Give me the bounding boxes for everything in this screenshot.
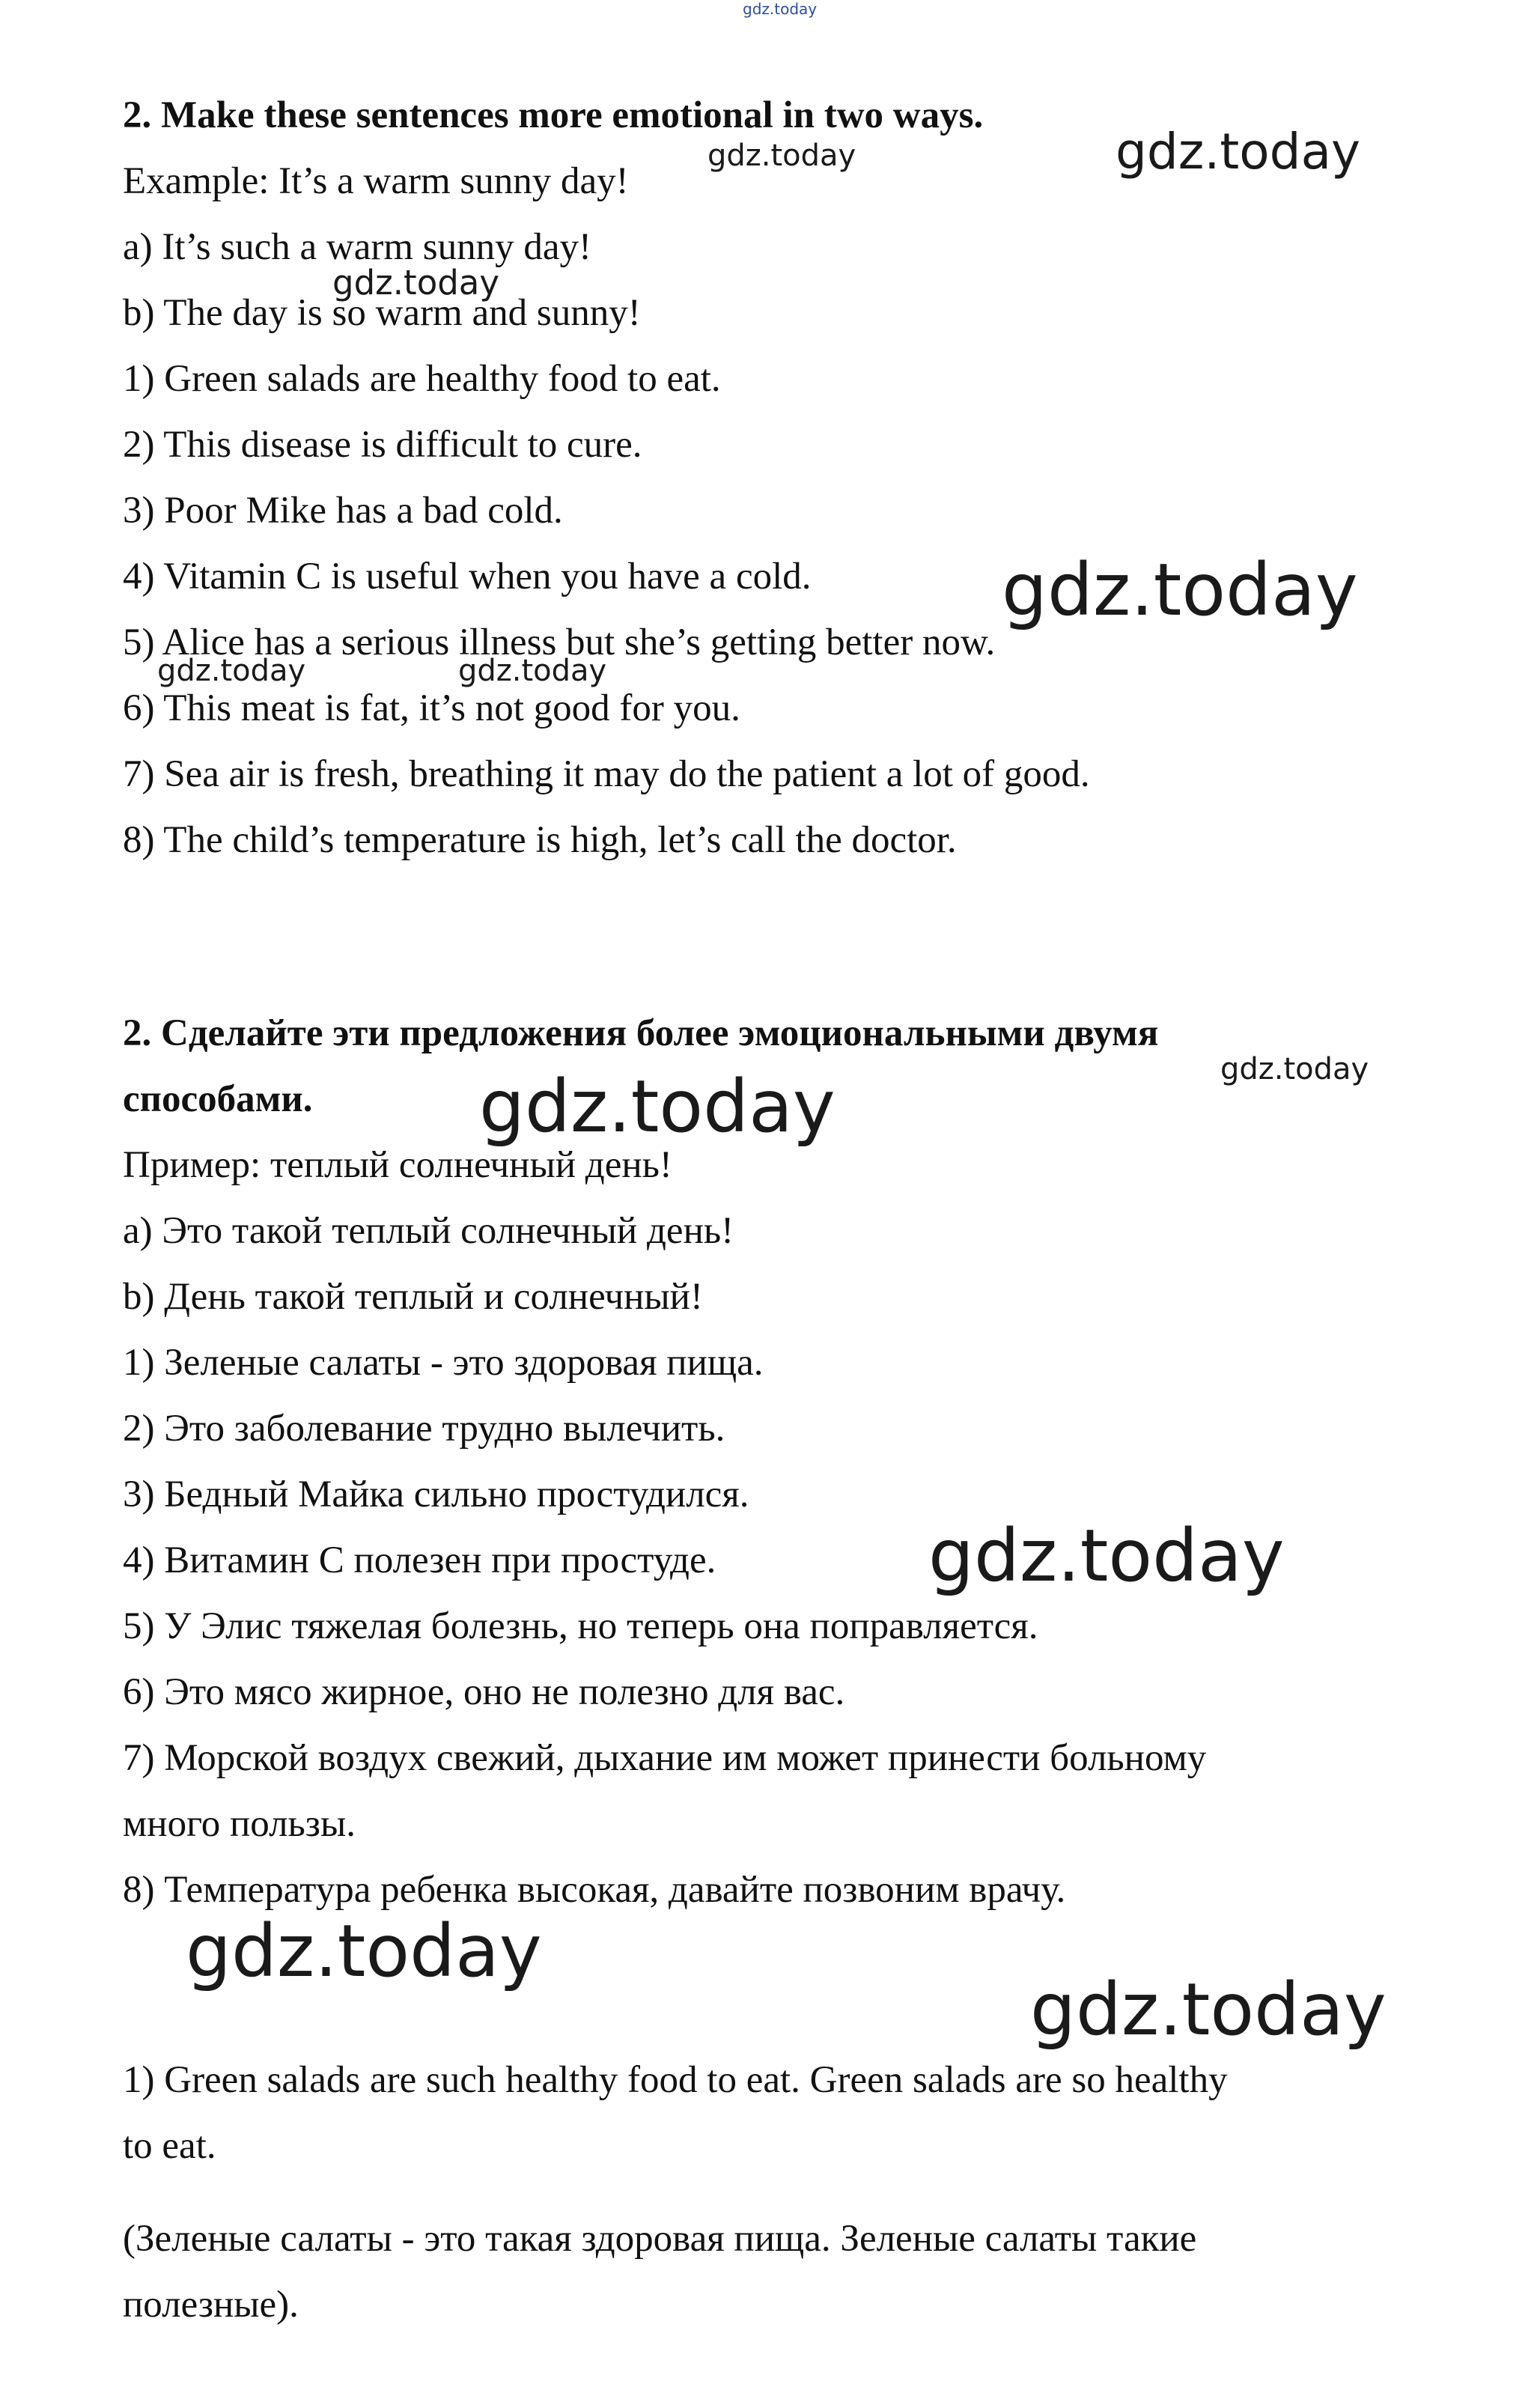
item-en-7: 7) Sea air is fresh, breathing it may do the patient a lot of good. [123,753,1090,795]
item-en-3: 3) Poor Mike has a bad cold. [123,490,563,532]
item-en-2: 2) This disease is difficult to cure. [123,424,642,466]
answer-translation-line-2: полезные). [123,2284,299,2326]
item-ru-4: 4) Витамин С полезен при простуде. [123,1539,716,1581]
watermark: gdz.today [186,1909,542,1993]
watermark: gdz.today [1002,548,1358,632]
item-ru-1: 1) Зеленые салаты - это здоровая пища. [123,1342,764,1384]
watermark: gdz.today [707,139,856,173]
example-label-ru: Пример: теплый солнечный день! [123,1144,672,1186]
exercise-heading-ru-line1: 2. Сделайте эти предложения более эмоциональными двумя [123,1012,1159,1054]
example-a-ru: a) Это такой теплый солнечный день! [123,1210,734,1252]
item-ru-3: 3) Бедный Майка сильно простудился. [123,1474,749,1515]
item-en-6: 6) This meat is fat, it’s not good for you. [123,687,740,729]
item-en-5: 5) Alice has a serious illness but she’s getting better now. [123,621,996,663]
item-ru-8: 8) Температура ребенка высокая, давайте позвоним врачу. [123,1869,1066,1911]
item-ru-2: 2) Это заболевание трудно вылечить. [123,1408,725,1450]
answer-translation-line-1: (Зеленые салаты - это такая здоровая пища. Зеленые салаты такие [123,2218,1197,2260]
answer-line-2: to eat. [123,2125,216,2167]
item-ru-6: 6) Это мясо жирное, оно не полезно для вас. [123,1671,845,1713]
example-label-en: Example: It’s a warm sunny day! [123,160,629,202]
example-b-ru: b) День такой теплый и солнечный! [123,1276,703,1318]
answer-line-1: 1) Green salads are such healthy food to eat. Green salads are so healthy [123,2059,1228,2101]
item-ru-7-cont: много пользы. [123,1803,356,1845]
example-b-en: b) The day is so warm and sunny! [123,292,641,334]
exercise-heading-ru-line2: способами. [123,1078,313,1120]
watermark: gdz.today [458,654,607,688]
item-en-4: 4) Vitamin C is useful when you have a cold. [123,556,812,598]
watermark: gdz.today [1220,1052,1369,1086]
watermark: gdz.today [479,1065,836,1149]
watermark: gdz.today [928,1514,1285,1598]
example-a-en: a) It’s such a warm sunny day! [123,226,591,268]
watermark: gdz.today [157,654,306,688]
item-ru-7: 7) Морской воздух свежий, дыхание им может принести больному [123,1737,1207,1779]
watermark: gdz.today [1116,123,1361,180]
watermark: gdz.today [332,263,500,302]
item-ru-5: 5) У Элис тяжелая болезнь, но теперь она поправляется. [123,1605,1038,1647]
item-en-1: 1) Green salads are healthy food to eat. [123,358,721,400]
watermark: gdz.today [1030,1968,1387,2052]
exercise-heading-en: 2. Make these sentences more emotional in two ways. [123,94,984,136]
item-en-8: 8) The child’s temperature is high, let’s call the doctor. [123,819,957,861]
watermark-top: gdz.today [743,0,818,18]
